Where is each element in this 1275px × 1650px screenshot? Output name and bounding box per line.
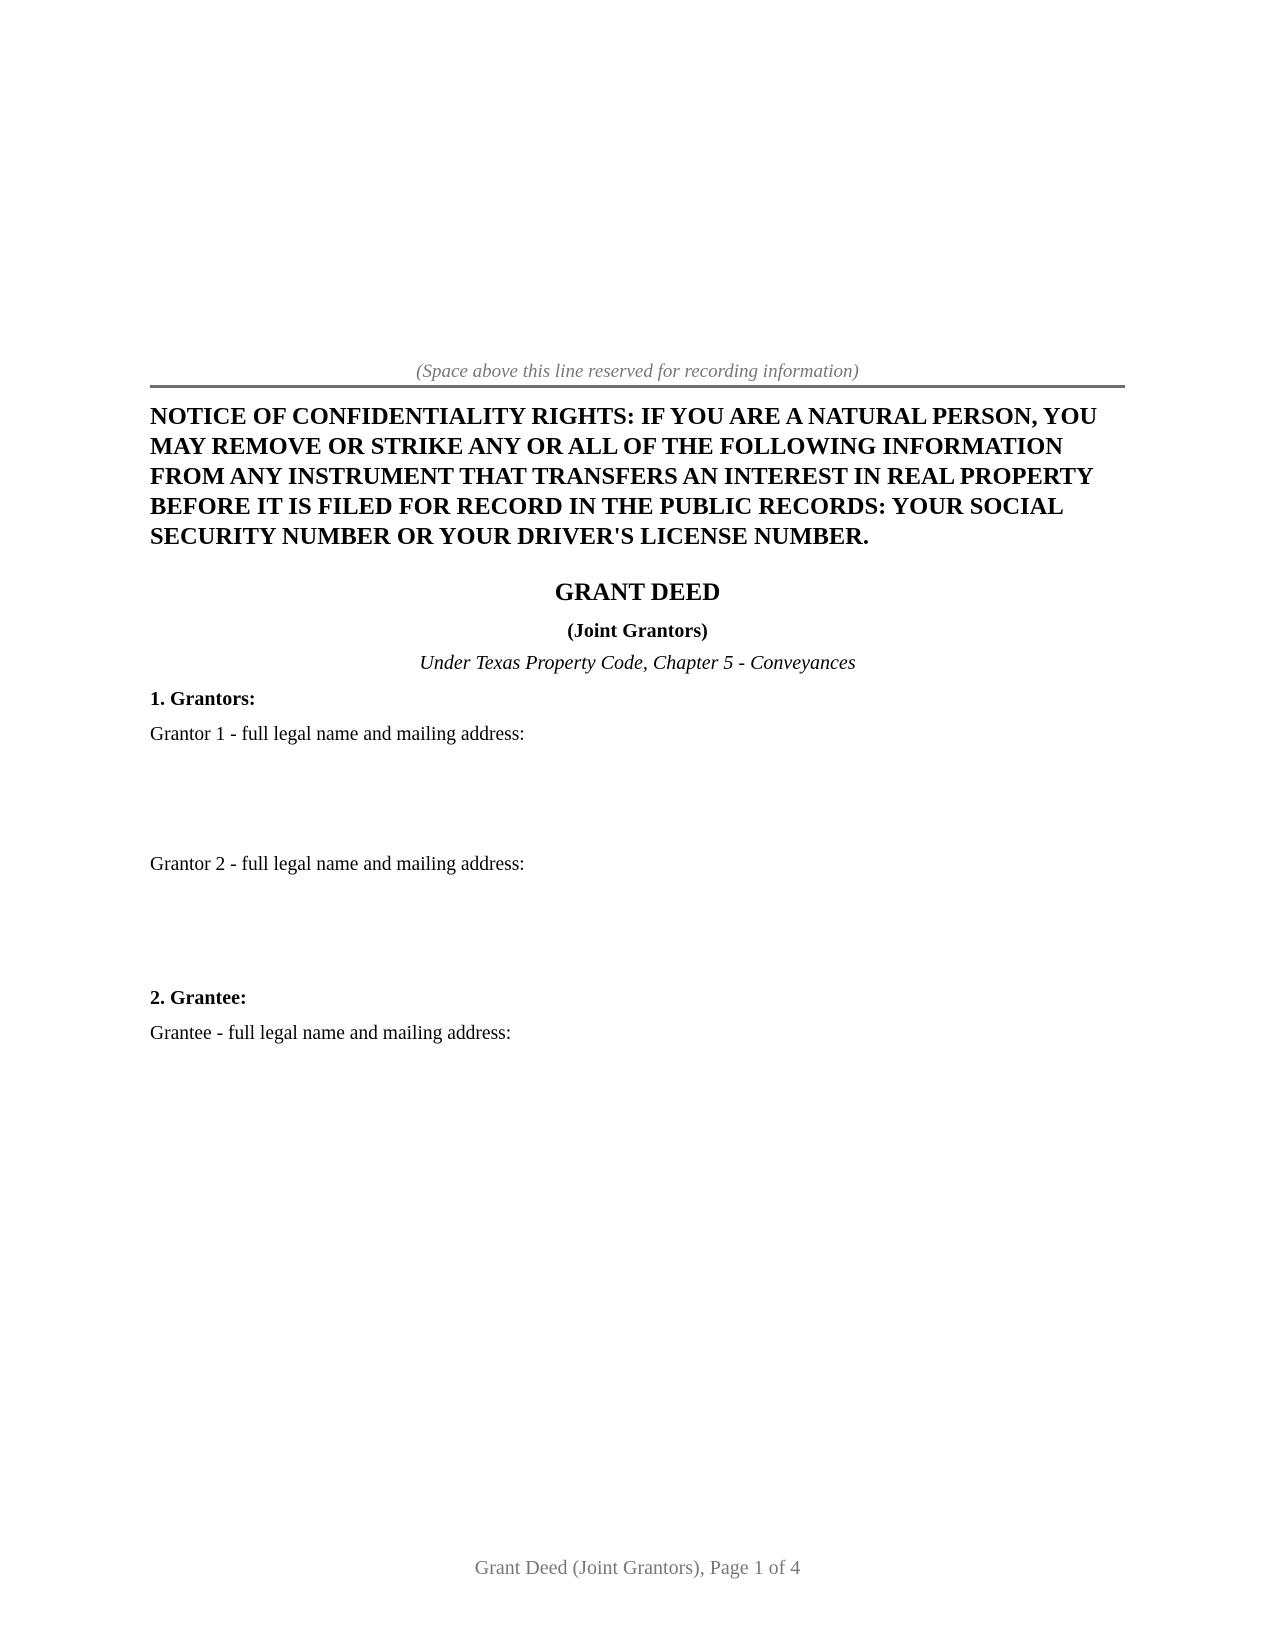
recording-divider	[150, 385, 1125, 388]
grantor1-entry-area[interactable]	[150, 752, 1125, 852]
grantee-heading: 2. Grantee:	[150, 987, 247, 1009]
grantor2-entry-area[interactable]	[150, 882, 1125, 982]
grantors-heading: 1. Grantors:	[150, 688, 256, 710]
grantor1-label: Grantor 1 - full legal name and mailing address:	[150, 724, 525, 745]
document-subtitle: (Joint Grantors)	[567, 620, 708, 642]
grantor2-label: Grantor 2 - full legal name and mailing address:	[150, 854, 525, 875]
statute-reference: Under Texas Property Code, Chapter 5 - Conveyances	[419, 652, 856, 674]
grantee-label: Grantee - full legal name and mailing address:	[150, 1023, 512, 1044]
confidentiality-notice: NOTICE OF CONFIDENTIALITY RIGHTS: IF YOU ARE A NATURAL PERSON, YOU MAY REMOVE OR STRIKE ANY OR ALL OF THE FOLLOWING INFORMATION FROM ANY INSTRUMENT THAT TRANSFERS AN INTEREST IN REAL PROPERTY BEFORE IT IS FILED FOR RECORD IN THE PUBLIC RECORDS: YOUR SOCIAL SECURITY NUMBER OR YOUR DRIVER'S LICENSE NUMBER.	[150, 403, 1098, 550]
document-title: GRANT DEED	[554, 579, 721, 606]
document-page	[150, 0, 1125, 1650]
page-footer: Grant Deed (Joint Grantors), Page 1 of 4	[474, 1557, 801, 1579]
recording-space-note: (Space above this line reserved for recording information)	[416, 361, 859, 382]
grantee-entry-area[interactable]	[150, 1051, 1125, 1171]
